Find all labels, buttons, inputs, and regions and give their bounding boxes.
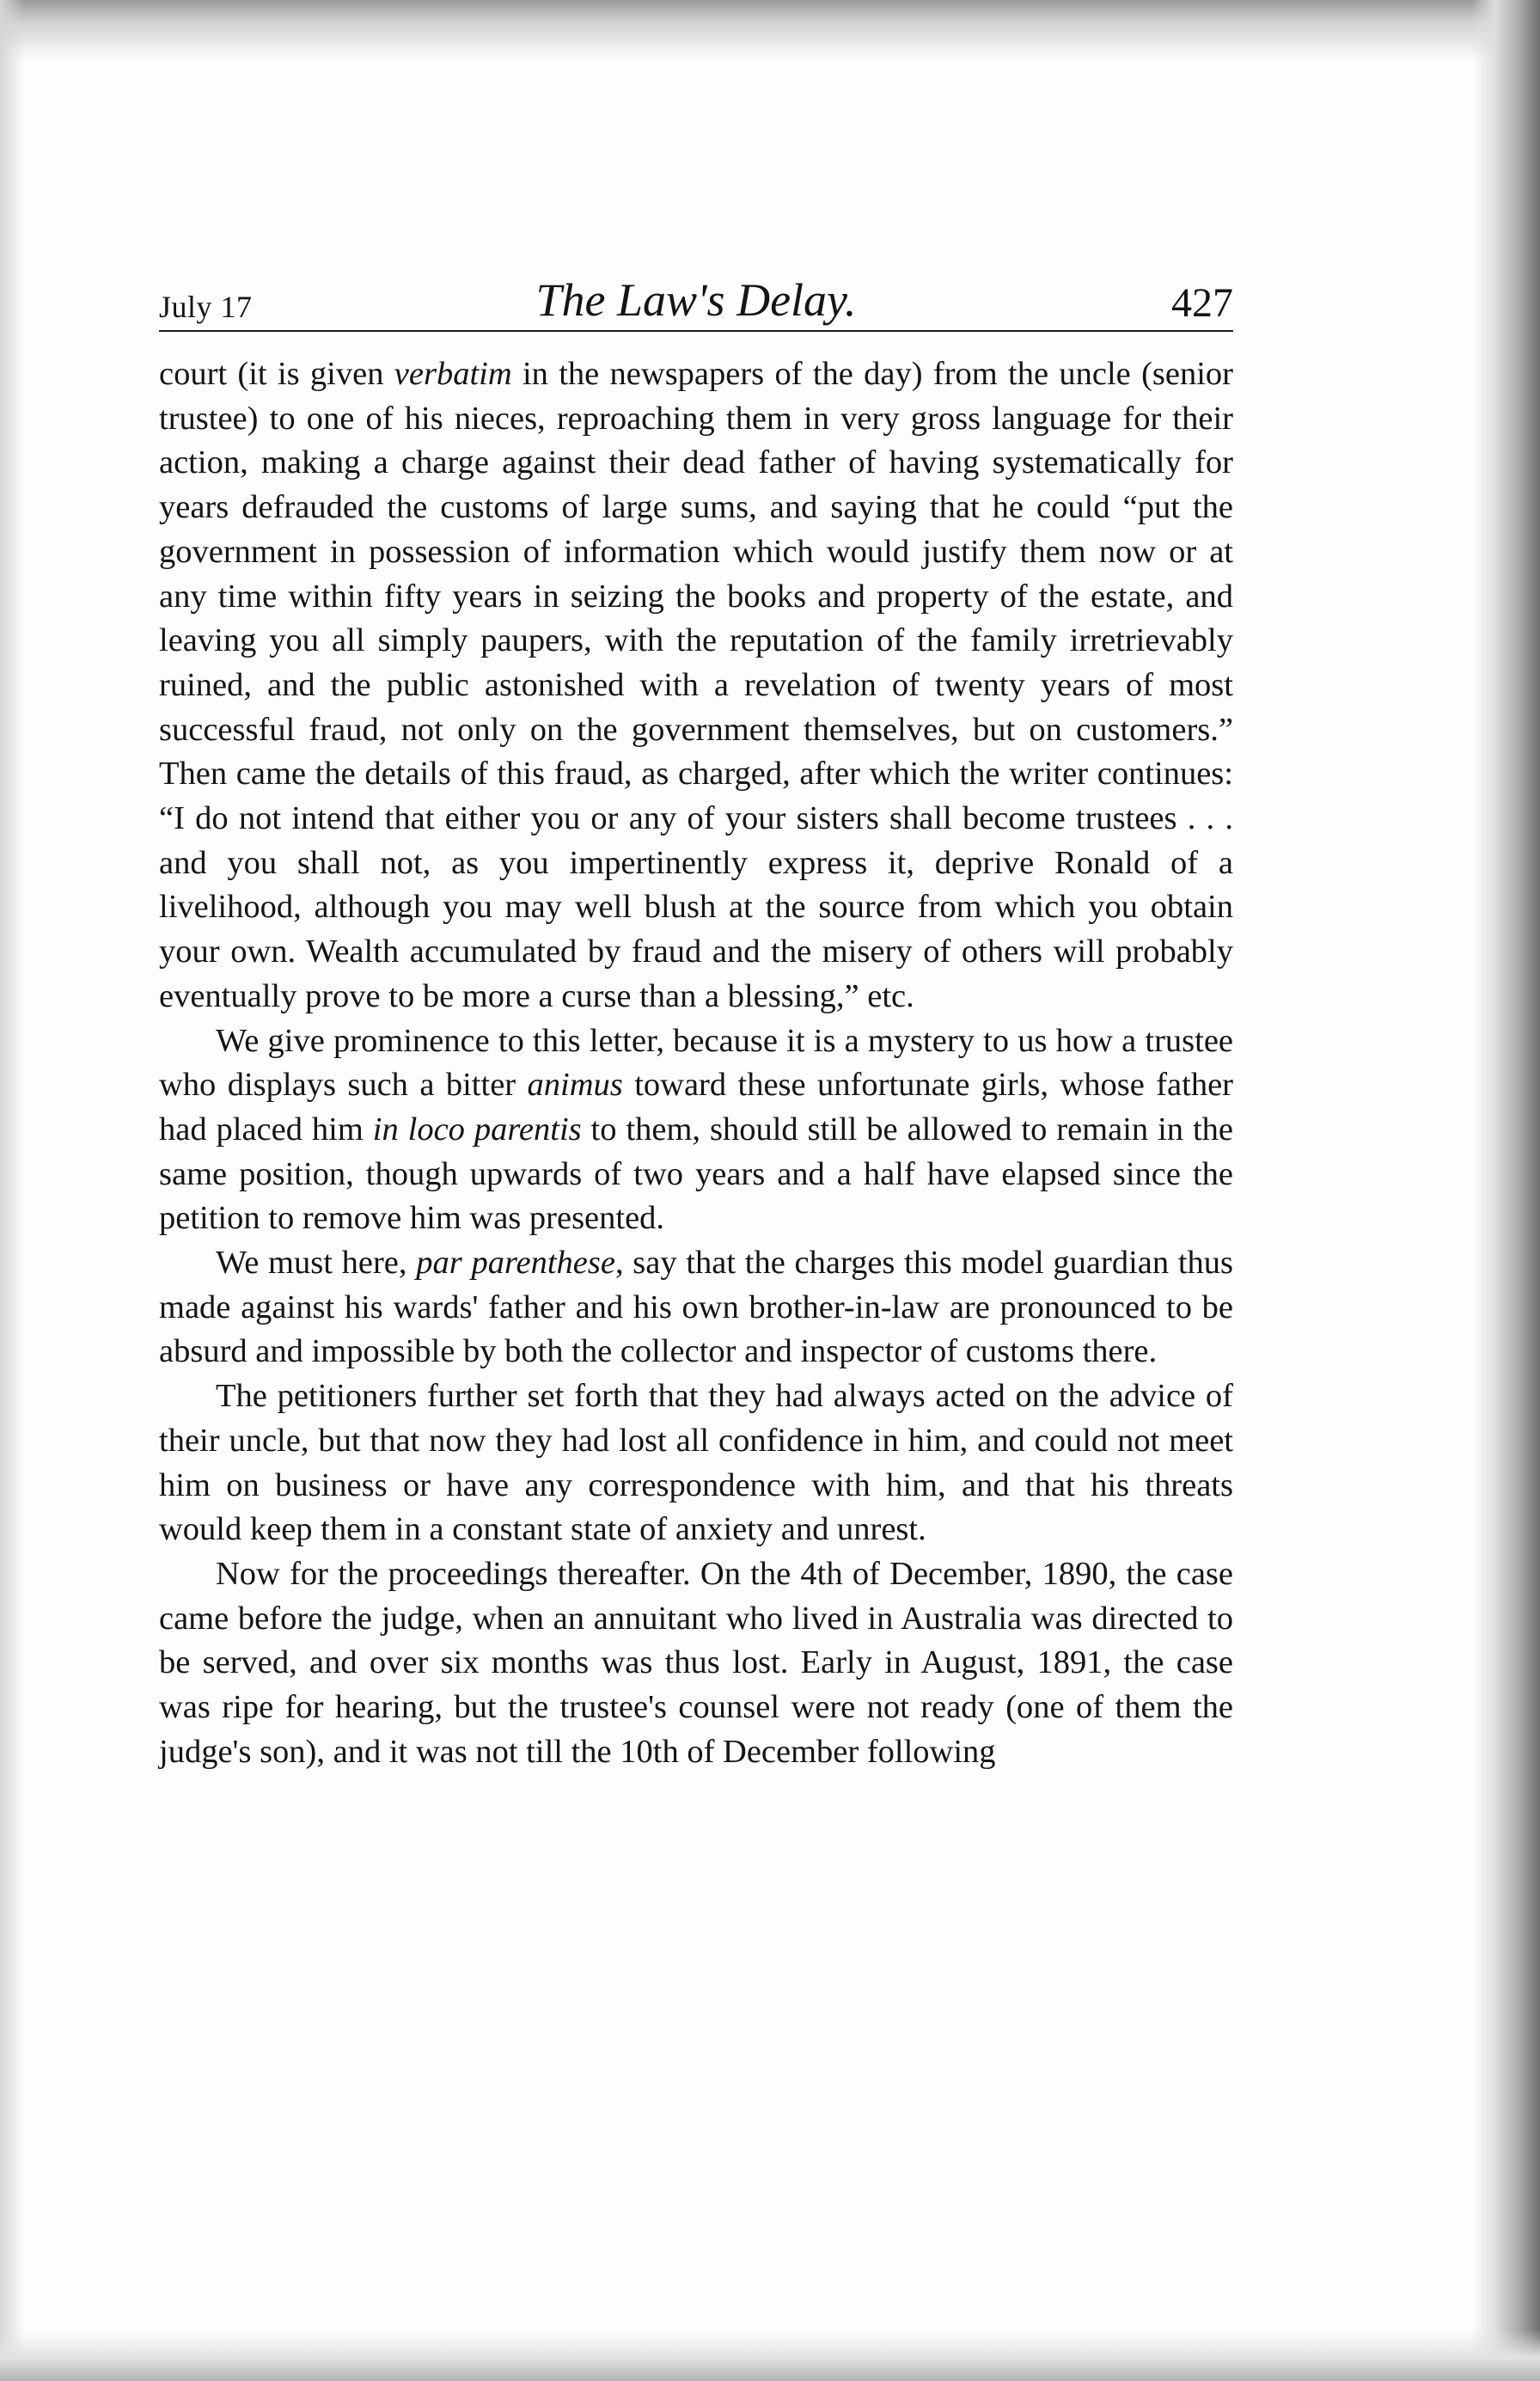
text-run: , say that the charges this model guardian thus made against his wards' father and his own brother-in-law are pronounced to be absurd and impossible by both the collector and inspector of customs there. — [159, 1245, 1233, 1370]
italic-phrase: in loco parentis — [372, 1111, 582, 1148]
paragraph — [159, 1019, 1233, 1242]
text-run: The petitioners further set forth that they had always acted on the advice of their uncle, but that now they had lost all confidence in him, and could not meet him on business or have any correspondence with him, and that his threats would keep them in a constant state of anxiety and unrest. — [159, 1378, 1233, 1548]
page-number: 427 — [1171, 280, 1233, 326]
italic-phrase: verbatim — [394, 356, 512, 392]
paragraph — [159, 1374, 1233, 1552]
paragraph — [159, 1552, 1233, 1775]
scan-edge-bottom — [0, 2329, 1540, 2381]
paragraph — [159, 1241, 1233, 1374]
header-date: July 17 — [159, 290, 253, 324]
text-run: Now for the proceedings thereafter. On the 4th of December, 1890, the case came before the judge, when an annuitant who lived in Australia was directed to be served, and over six months was thus lost. Early in August, 1891, the case was ripe for hearing, but the trustee's counsel were not ready (one of them the judge's son), and it was not till the 10th of December following — [159, 1555, 1233, 1770]
text-run: We give prominence to this letter, because it is a mystery to us how a trustee who displays such a bitter — [159, 1022, 1233, 1104]
running-header — [159, 274, 1233, 332]
text-run: to them, should still be allowed to remain in the same position, though upwards of two years and a half have elapsed since the petition to remove him was presented. — [159, 1111, 1233, 1237]
body-text — [159, 352, 1233, 1775]
paragraph — [159, 352, 1233, 1019]
italic-phrase: par parenthese — [416, 1245, 615, 1282]
running-title: The Law's Delay. — [535, 274, 857, 326]
scan-edge-left — [0, 0, 24, 2381]
text-run: court (it is given — [159, 356, 394, 392]
text-run: in the newspapers of the day) from the uncle (senior trustee) to one of his nieces, reproaching them in very gross language for their action, making a charge against their dead father of having systematically for years defrauded the customs of large sums, and saying that he could “put the government in possession of information which would justify them now or at any time within fifty years in seizing the books and property of the estate, and leaving you all simply paupers, with the reputation of the family irretrievably ruined, and the public astonished with a revelation of twenty years of most successful fraud, not only on the government themselves, but on customers.” Then came the details of this fraud, as charged, after which the writer continues: “I do not intend that either you or any of your sisters shall become trustees . . . and you shall not, as you impertinently express it, deprive Ronald of a livelihood, although you may well blush at the source from which you obtain your own. Wealth accumulated by fraud and the misery of others will probably eventually prove to be more a curse than a blessing,” etc. — [159, 356, 1233, 1014]
text-run: toward these unfortunate girls, whose father had placed him — [159, 1067, 1233, 1148]
text-run: We must here, — [216, 1245, 417, 1282]
italic-phrase: animus — [527, 1067, 623, 1104]
scan-edge-top — [0, 0, 1540, 60]
scan-edge-right — [1471, 0, 1540, 2381]
